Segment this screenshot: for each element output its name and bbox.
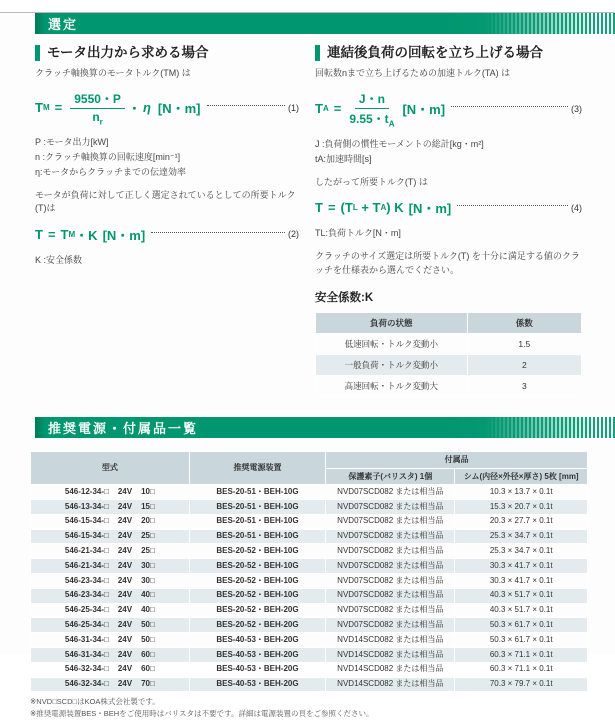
formula-2 [35,225,299,244]
footnote-2: ※推奨電源装置BES・BEHをご使用時はバリスタは不要です。詳細は電源装置の頁をご参照ください。 [30,709,374,719]
size-code: 10□ [141,486,155,496]
formula-3-equals: = [333,101,342,117]
voltage: 24V [117,649,133,659]
table-row [31,588,588,603]
shim-cell: 40.3 × 51.7 × 0.1t [455,588,588,603]
model-code: 546-13-34-□ [64,501,109,511]
table-row [31,514,588,529]
model-code: 546-25-34-□ [64,605,109,615]
table-row [31,529,588,544]
formula-2-leader [151,232,285,233]
shim-cell: 60.3 × 71.1 × 0.1t [455,662,588,677]
formula-1-denominator [92,109,102,126]
voltage: 24V [117,590,133,600]
shim-cell: 70.3 × 79.7 × 0.1t [455,677,588,692]
formula-1-eta: η [142,100,151,116]
shim-cell: 50.3 × 61.7 × 0.1t [455,633,588,648]
catalog-page [0,12,615,719]
formula-1-numerator: 9550・P [70,90,125,109]
heading-motor-output: モータ出力から求める場合 [35,45,299,61]
safety-col-factor: 係数 [467,313,581,334]
var-p: P :モータ出力[kW] [35,137,109,148]
table-row [31,559,588,574]
model-code: 546-31-34-□ [64,649,109,659]
voltage: 24V [117,619,133,629]
formula-1-unit: [N・m] [157,101,201,117]
col-header-varistor: 保護素子(バリスタ) 1個 [326,468,455,485]
model-cell [31,559,190,574]
section-title-psu: 推奨電源・付属品一覧 [48,421,199,437]
psu-cell: BES-40-53・BEH-20G [189,633,325,648]
formula-3-denominator [349,109,394,128]
formula-4-lhs: T [315,200,323,216]
shim-cell: 60.3 × 71.1 × 0.1t [455,648,588,663]
safety-state: 低速回転・トルク変動小 [316,334,468,355]
var-eta: η:モータからクラッチまでの伝達効率 [35,166,186,177]
formula-1 [35,90,299,126]
formula-4 [315,198,582,217]
model-code: 546-25-34-□ [64,619,109,629]
psu-cell: BES-20-52・BEH-10G [189,559,325,574]
table-row [31,633,588,648]
footnote-1: ※NVD□SCD□はKOA株式会社製です。 [30,697,160,707]
table-row [31,574,588,589]
shim-cell: 20.3 × 27.7 × 0.1t [455,514,588,529]
psu-header-row-1 [31,452,588,469]
safety-table-header-row [316,313,582,334]
size-code: 15□ [141,501,155,511]
voltage: 24V [117,679,133,689]
formula-3-lhs: T [315,101,323,117]
safety-factor-title: 安全係数:K [315,292,374,305]
varistor-cell: NVD14SCD082 または相当品 [326,677,455,692]
col-header-shim: シム(内径×外径×厚さ) 5枚 [mm] [455,468,588,485]
shim-cell: 25.3 × 34.7 × 0.1t [455,529,588,544]
table-row [316,376,582,397]
psu-cell: BES-20-52・BEH-10G [189,588,325,603]
formula-4-equals: = [327,200,336,216]
column-motor-output [35,45,299,397]
formula-3-number: (3) [571,103,582,114]
varistor-cell: NVD07SCD082 または相当品 [326,514,455,529]
formula-1-leader [207,105,286,106]
model-cell [31,574,190,589]
table-row [316,355,582,376]
intro-motor-torque: クラッチ軸換算のモータトルク(TM) は [35,68,191,79]
safety-factor: 2 [467,355,581,376]
model-code: 546-15-34-□ [64,516,109,526]
section-title-selection: 選定 [48,17,79,32]
size-code: 40□ [141,590,155,600]
formula-1-equals: = [54,100,63,116]
voltage: 24V [117,605,133,615]
var-k: K :安全係数 [35,254,83,265]
formula-1-den-base: n [92,109,100,124]
table-row [31,485,588,500]
table-row [31,500,588,515]
model-cell [31,662,190,677]
table-row [31,662,588,677]
psu-cell: BES-20-52・BEH-10G [189,574,325,589]
formula-4-plus: + T [357,200,381,216]
var-ta: tA:加速時間[s] [315,153,372,164]
formula-2-unit: [N・m] [102,227,146,243]
size-code: 50□ [141,634,155,644]
psu-cell: BES-40-53・BEH-20G [189,648,325,663]
model-code: 546-12-34-□ [64,486,109,496]
col-header-model: 型式 [31,452,190,485]
formula-4-sub1: L [352,203,358,213]
model-code: 546-21-34-□ [64,545,109,555]
varistor-cell: NVD07SCD082 または相当品 [326,485,455,500]
size-code: 50□ [141,619,155,629]
bar-stripe-decoration [485,417,615,438]
voltage: 24V [117,501,133,511]
varistor-cell: NVD07SCD082 または相当品 [326,574,455,589]
column-load-startup [315,45,582,397]
formula-4-sub2: A [380,203,387,213]
size-code: 70□ [141,679,155,689]
formula-1-den-sub: r [99,117,103,127]
voltage: 24V [117,531,133,541]
psu-cell: BES-20-51・BEH-10G [189,529,325,544]
model-cell [31,677,190,692]
model-code: 546-15-34-□ [64,531,109,541]
psu-cell: BES-20-51・BEH-10G [189,485,325,500]
col-header-accessories: 付属品 [326,452,588,469]
formula-4-leader [457,205,568,206]
shim-cell: 50.3 × 61.7 × 0.1t [455,618,588,633]
model-cell [31,633,190,648]
varistor-cell: NVD07SCD082 または相当品 [326,618,455,633]
guidance-text: クラッチのサイズ選定は所要トルク(T) を十分に満足する値のクラッチを仕様表から選んでください。 [315,251,580,275]
section-bar-psu [35,417,615,438]
safety-state: 高速回転・トルク変動大 [316,376,468,397]
size-code: 25□ [141,531,155,541]
safety-factor: 1.5 [467,334,581,355]
model-cell [31,500,190,515]
formula-2-t-sub: M [68,229,76,239]
voltage: 24V [117,664,133,674]
size-code: 20□ [141,516,155,526]
voltage: 24V [117,560,133,570]
variable-definitions-left [35,135,299,180]
shim-cell: 15.3 × 20.7 × 0.1t [455,500,588,515]
heading-load-startup: 連結後負荷の回転を立ち上げる場合 [315,45,582,61]
psu-cell: BES-20-52・BEH-10G [189,544,325,559]
size-code: 60□ [141,664,155,674]
formula-3-leader [451,106,568,107]
safety-factor: 3 [467,376,581,397]
psu-cell: BES-20-51・BEH-10G [189,514,325,529]
safety-col-state: 負荷の状態 [316,313,468,334]
model-cell [31,514,190,529]
formula-1-number: (1) [288,102,299,113]
size-code: 25□ [141,545,155,555]
formula-3-fraction [349,90,394,128]
safety-state: 一般負荷・トルク変動小 [316,355,468,376]
model-code: 546-23-34-□ [64,575,109,585]
voltage: 24V [117,486,133,496]
model-cell [31,618,190,633]
model-code: 546-32-34-□ [64,679,109,689]
psu-cell: BES-20-52・BEH-20G [189,603,325,618]
size-code: 60□ [141,649,155,659]
size-code: 30□ [141,560,155,570]
psu-cell: BES-40-53・BEH-20G [189,662,325,677]
table-row [31,677,588,692]
col-header-psu: 推奨電源装置 [189,452,325,485]
section-bar-selection [35,13,615,34]
model-cell [31,603,190,618]
psu-accessories-table [30,451,588,692]
var-j: J :負荷側の慣性モーメントの総計[kg・m²] [315,139,484,150]
shim-cell: 30.3 × 41.7 × 0.1t [455,559,588,574]
model-cell [31,544,190,559]
varistor-cell: NVD07SCD082 または相当品 [326,559,455,574]
formula-3-unit: [N・m] [402,102,446,118]
table-row [316,334,582,355]
formula-4-close: ) K [386,200,404,216]
table-row [31,544,588,559]
shim-cell: 25.3 × 34.7 × 0.1t [455,544,588,559]
model-code: 546-31-34-□ [64,634,109,644]
table-row [31,648,588,663]
formula-3-lhs-sub: A [322,104,329,114]
model-code: 546-32-34-□ [64,664,109,674]
varistor-cell: NVD07SCD082 または相当品 [326,588,455,603]
model-cell [31,588,190,603]
varistor-cell: NVD07SCD082 または相当品 [326,500,455,515]
voltage: 24V [117,516,133,526]
note-therefore: したがって所要トルク(T) は [315,176,428,187]
formula-4-unit: [N・m] [408,201,452,217]
varistor-cell: NVD14SCD082 または相当品 [326,662,455,677]
safety-factor-table [315,312,582,397]
intro-accel-torque: 回転数nまで立ち上げるための加速トルク(TA) は [315,68,511,79]
voltage: 24V [117,575,133,585]
varistor-cell: NVD07SCD082 または相当品 [326,544,455,559]
model-cell [31,529,190,544]
model-cell [31,485,190,500]
voltage: 24V [117,634,133,644]
table-row [31,618,588,633]
size-code: 30□ [141,575,155,585]
psu-cell: BES-20-51・BEH-10G [189,500,325,515]
var-n: n :クラッチ軸換算の回転速度[min⁻¹] [35,151,181,162]
formula-1-lhs: T [35,100,43,116]
formula-1-dot: ・ [127,101,141,117]
psu-cell: BES-20-52・BEH-20G [189,618,325,633]
formula-2-lhs: T [35,226,43,242]
note-required-torque: モータが負荷に対して正しく選定されているとしての所要トルク(T)は [35,189,296,214]
formula-2-t: T [60,226,69,242]
formula-1-fraction [70,90,125,126]
varistor-cell: NVD14SCD082 または相当品 [326,648,455,663]
formula-3 [315,90,582,128]
formula-2-equals: = [47,226,56,242]
formula-1-lhs-sub: M [42,103,50,113]
model-cell [31,648,190,663]
selection-columns [35,45,582,397]
varistor-cell: NVD07SCD082 または相当品 [326,529,455,544]
formula-2-rest: ・K [75,227,98,243]
table-row [31,603,588,618]
footnotes [30,696,585,720]
var-k-wrap [35,253,299,268]
formula-4-open: (T [340,200,353,216]
model-code: 546-23-34-□ [64,590,109,600]
psu-table-wrap [30,451,588,692]
shim-cell: 40.3 × 51.7 × 0.1t [455,603,588,618]
formula-3-den-sub: A [388,119,395,129]
psu-cell: BES-40-53・BEH-20G [189,677,325,692]
formula-3-numerator: J・n [355,90,389,109]
shim-cell: 30.3 × 41.7 × 0.1t [455,574,588,589]
var-tl: TL:負荷トルク[N・m] [315,228,401,239]
formula-3-den-base: 9.55・t [349,111,389,126]
size-code: 40□ [141,605,155,615]
varistor-cell: NVD14SCD082 または相当品 [326,633,455,648]
model-code: 546-21-34-□ [64,560,109,570]
formula-4-number: (4) [571,202,582,213]
voltage: 24V [117,545,133,555]
variable-definitions-right [315,137,582,167]
var-tl-wrap [315,226,582,241]
formula-2-number: (2) [288,229,299,240]
varistor-cell: NVD07SCD082 または相当品 [326,603,455,618]
shim-cell: 10.3 × 13.7 × 0.1t [455,485,588,500]
bar-stripe-decoration [485,13,615,34]
